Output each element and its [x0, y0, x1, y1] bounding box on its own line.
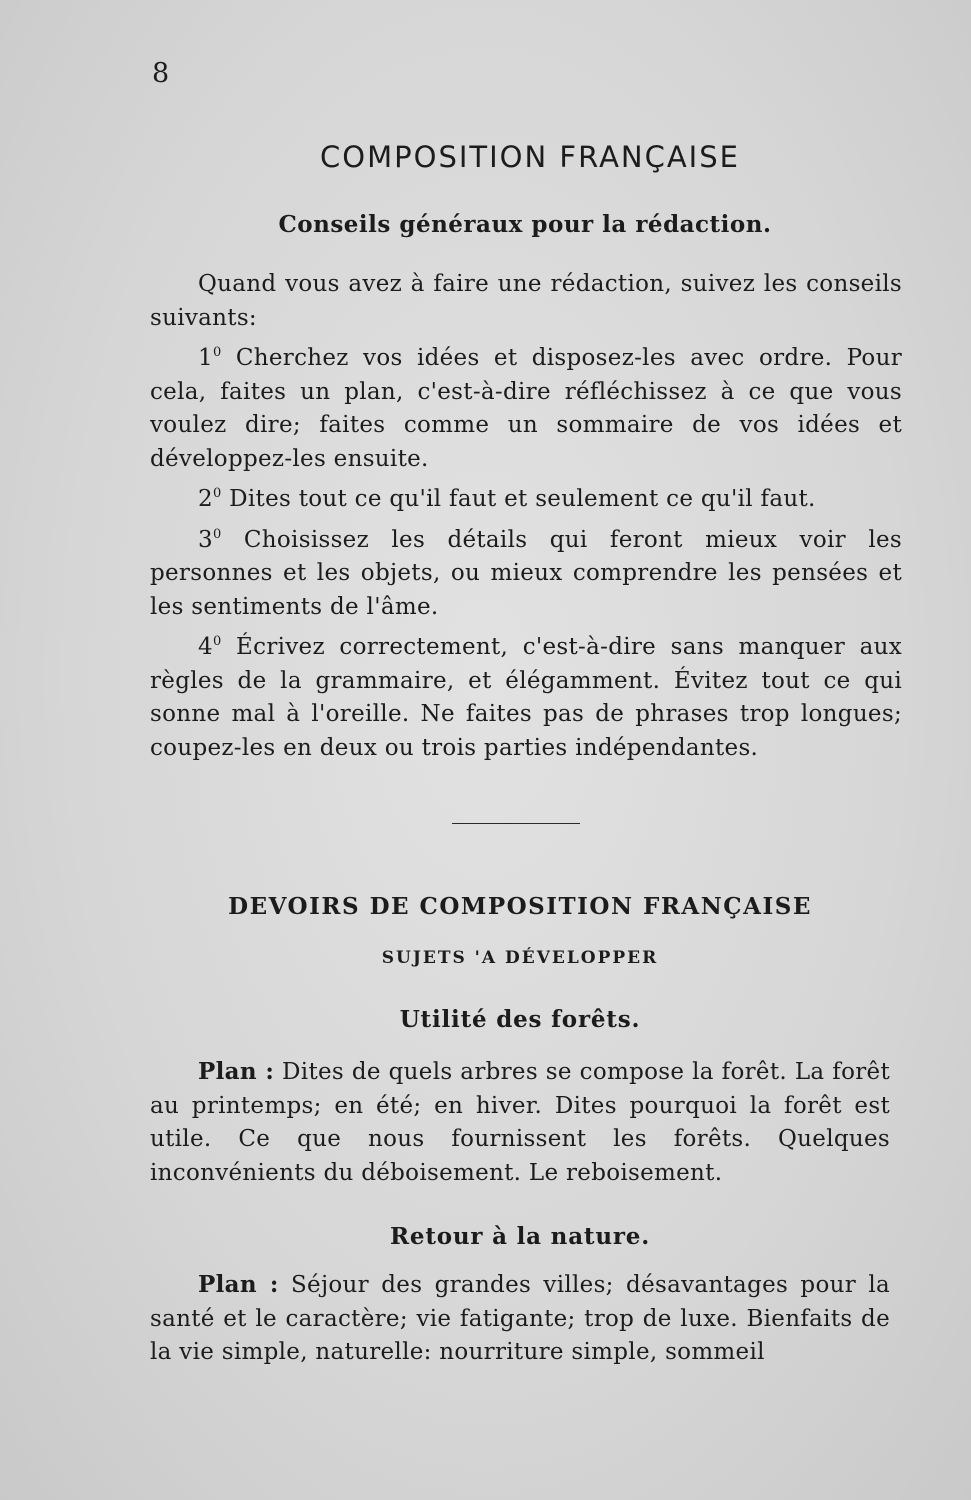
- advice-text: Dites tout ce qu'il faut et seulement ce qu'il faut.: [221, 486, 816, 512]
- plan-label: Plan :: [198, 1058, 275, 1085]
- advice-number: 3: [198, 526, 213, 553]
- advice-number: 2: [198, 486, 213, 512]
- advice-number: 1: [198, 345, 213, 371]
- advice-text: Cherchez vos idées et disposez-les avec ordre. Pour cela, faites un plan, c'est-à-dire réfléchissez à ce que vous voulez dire; faites comme un sommaire de vos idées et développez-les ensuite.: [150, 345, 902, 472]
- advice-ordinal-mark: 0: [212, 526, 222, 542]
- section-subtitle: SUJETS 'A DÉVELOPPER: [381, 948, 659, 968]
- advice-item: [150, 483, 902, 517]
- plan-text: Dites de quels arbres se compose la forêt. La forêt au printemps; en été; en hiver. Dites pourquoi la forêt est utile. Ce que nous fournissent les forêts. Quelques inconvénients du déboisement. Le reboisement.: [150, 1059, 890, 1186]
- topic-plan: [150, 1055, 890, 1190]
- advice-text: Choisissez les détails qui feront mieux voir les personnes et les objets, ou mieux comprendre les pensées et les sentiments de l'âme.: [150, 526, 902, 620]
- subtitle: Conseils généraux pour la rédaction.: [278, 211, 772, 238]
- page-number: 8: [152, 58, 170, 89]
- page-title: COMPOSITION FRANÇAISE: [320, 140, 740, 174]
- plan-label: Plan :: [198, 1271, 279, 1298]
- advice-item: [150, 524, 902, 625]
- topic-title: Retour à la nature.: [389, 1223, 651, 1250]
- plan-text: Séjour des grandes villes; désavantages pour la santé et le caractère; vie fatigante; trop de luxe. Bienfaits de la vie simple, naturelle: nourriture simple, sommeil: [150, 1272, 890, 1365]
- divider-rule: [452, 823, 580, 824]
- topic-title: Utilité des forêts.: [399, 1006, 641, 1033]
- plan-paragraph: [150, 1268, 890, 1370]
- advice-item: [150, 342, 902, 476]
- advice-item: [150, 631, 902, 765]
- intro-paragraph: Quand vous avez à faire une rédaction, suivez les conseils suivants:: [150, 271, 902, 331]
- advice-ordinal-mark: 0: [212, 634, 222, 649]
- advice-ordinal-mark: 0: [212, 486, 222, 501]
- plan-paragraph: [150, 1055, 890, 1190]
- section-title: DEVOIRS DE COMPOSITION FRANÇAISE: [228, 893, 812, 920]
- advice-number: 4: [198, 634, 213, 660]
- advice-ordinal-mark: 0: [212, 345, 222, 360]
- topic-plan: [150, 1268, 890, 1370]
- advice-section: [150, 268, 902, 765]
- advice-text: Écrivez correctement, c'est-à-dire sans manquer aux règles de la grammaire, et élégamment. Évitez tout ce qui sonne mal à l'oreille. Ne faites pas de phrases trop longues; coupez-les en deux ou trois parties indépendantes.: [150, 634, 902, 761]
